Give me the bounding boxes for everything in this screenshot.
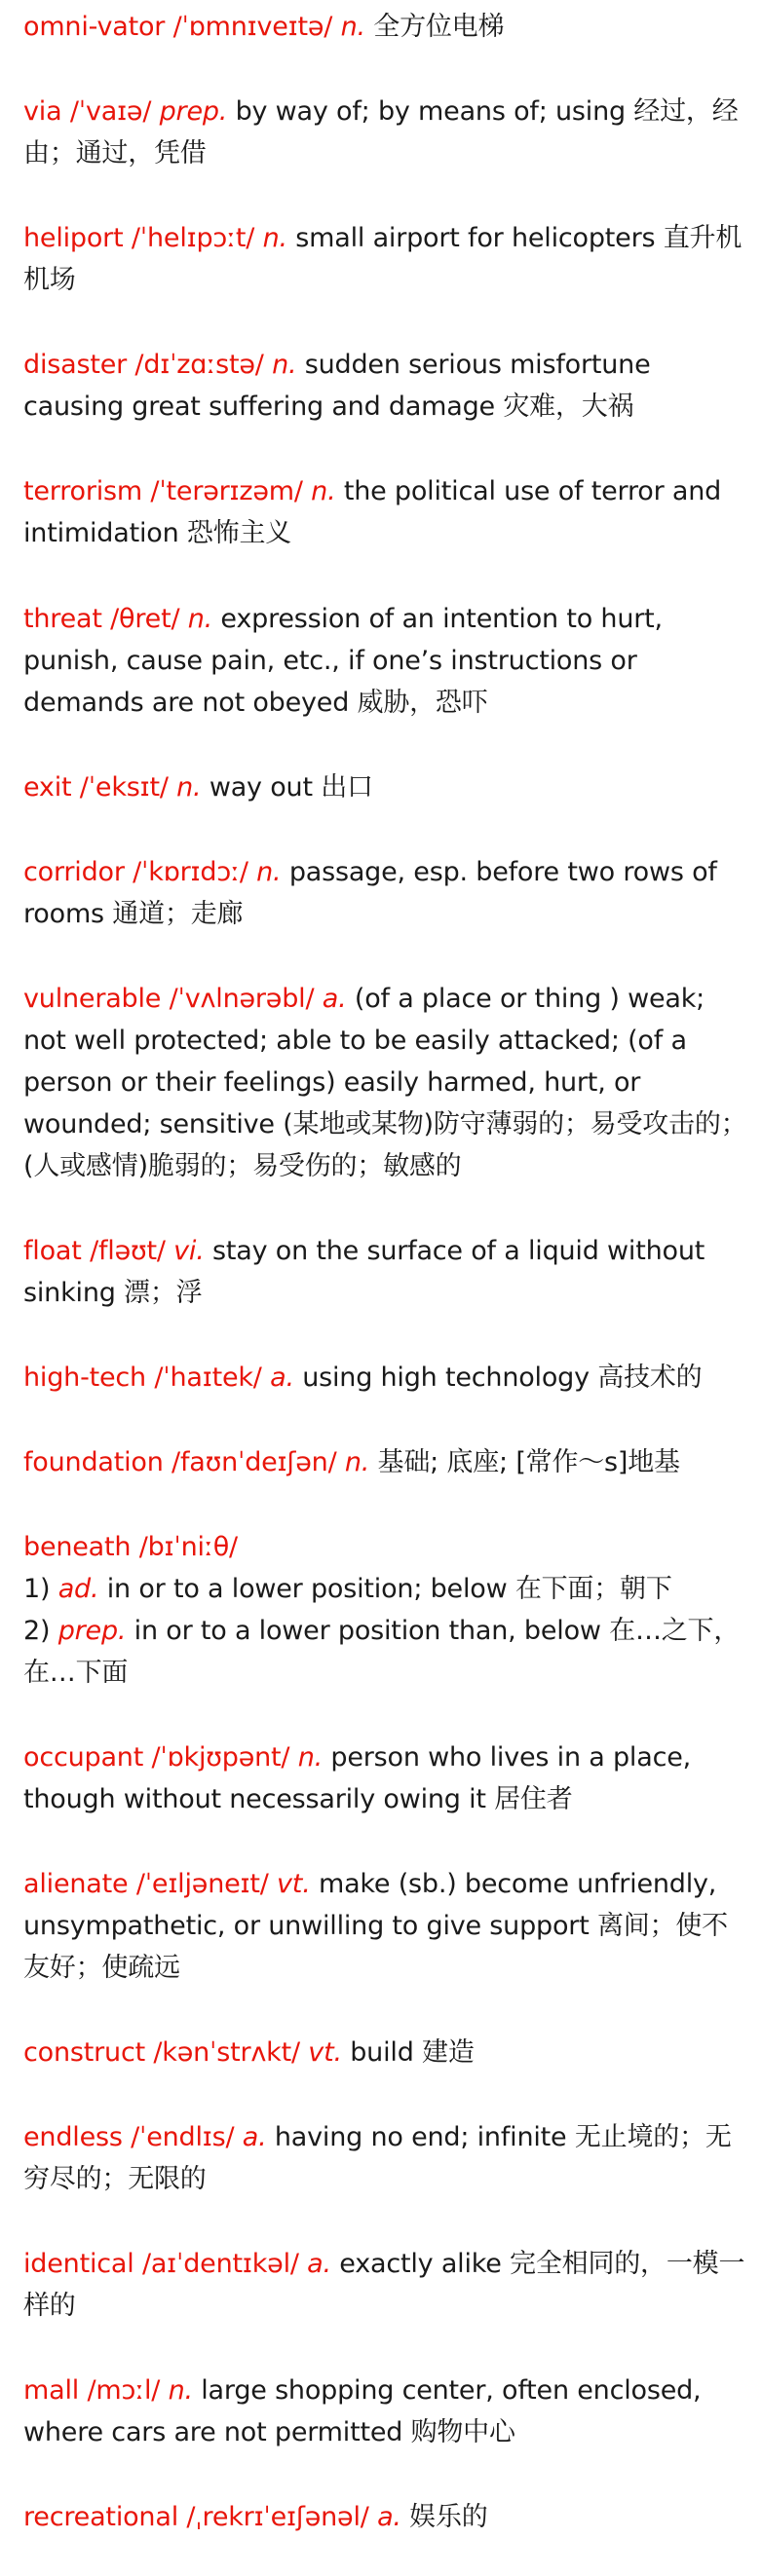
headword: exit [23,772,72,803]
headword: occupant [23,1742,144,1773]
headword: corridor [23,857,125,887]
headword: omni-vator [23,12,166,42]
definition: using high technology 高技术的 [293,1363,703,1393]
sense-number: 2) [23,1616,58,1646]
part-of-speech: n. [168,2375,193,2406]
pronunciation: /faʊnˈdeɪʃən/ [171,1447,337,1477]
part-of-speech: a. [270,1363,294,1393]
pronunciation: /mɔːl/ [87,2375,161,2406]
definition: small airport for helicopters 直升机机场 [23,223,743,295]
pronunciation: /ˈvʌlnərəbl/ [169,984,315,1014]
part-of-speech: a. [322,984,347,1014]
headword: construct [23,2037,145,2068]
entry-mall [23,2370,750,2453]
headword: disaster [23,350,128,380]
headword: heliport [23,223,124,253]
pronunciation: /ˈeɪljəneɪt/ [135,1869,269,1899]
definition: exactly alike 完全相同的，一模一样的 [23,2249,745,2321]
definition: build 建造 [341,2037,475,2068]
definition: 娱乐的 [400,2502,488,2532]
part-of-speech: prep. [57,1616,127,1646]
headword: recreational [23,2502,178,2532]
part-of-speech: n. [256,857,282,887]
entry-exit [23,766,750,808]
entry-occupant [23,1736,750,1820]
part-of-speech: a. [242,2122,267,2152]
entry-foundation [23,1441,750,1483]
definition: in or to a lower position than, below 在…之下，在…下面 [23,1616,741,1688]
pronunciation: /dɪˈzɑːstə/ [134,350,264,380]
pronunciation: /ˈterərɪzəm/ [150,476,303,506]
pronunciation: /ˈendlɪs/ [131,2122,235,2152]
pronunciation: /ˈkɒrɪdɔː/ [133,857,248,887]
headword: high-tech [23,1363,146,1393]
entry-disaster [23,344,750,428]
headword: identical [23,2249,134,2279]
definition: in or to a lower position; below 在下面；朝下 [98,1574,672,1604]
definition: person who lives in a place, though without necessarily owing it 居住者 [23,1742,692,1814]
definition: passage, esp. before two rows of rooms 通道；走廊 [23,857,717,929]
pronunciation: /ˈeksɪt/ [79,772,169,803]
part-of-speech: n. [272,350,297,380]
pronunciation: /θret/ [110,604,180,634]
definition: stay on the surface of a liquid without sinking 漂；浮 [23,1236,705,1308]
entry-identical [23,2243,750,2327]
definition: make (sb.) become unfriendly, unsympathetic, or unwilling to give support 离间；使不友好；使疏远 [23,1869,728,1983]
pronunciation: /ˈhelɪpɔːt/ [131,223,255,253]
entry-corridor [23,851,750,935]
definition: large shopping center, often enclosed, where cars are not permitted 购物中心 [23,2375,702,2447]
pronunciation: /ˈɒmnɪveɪtə/ [172,12,333,42]
pronunciation: /ˈɒkjʊpənt/ [151,1742,290,1773]
pronunciation: /kənˈstrʌkt/ [153,2037,300,2068]
headword: foundation [23,1447,164,1477]
part-of-speech: n. [311,476,336,506]
entry-heliport [23,217,750,301]
definition: sudden serious misfortune causing great suffering and damage 灾难，大祸 [23,350,651,422]
headword: beneath [23,1532,132,1562]
definition: 全方位电梯 [364,12,505,42]
headword: vulnerable [23,984,162,1014]
definition: 基础; 底座; [常作～s]地基 [369,1447,680,1477]
entry-terrorism [23,470,750,554]
pronunciation: /aɪˈdentɪkəl/ [141,2249,299,2279]
part-of-speech: n. [262,223,287,253]
sense-1 [23,1568,750,1610]
sense-number: 1) [23,1574,58,1604]
pronunciation: /fləʊt/ [90,1236,166,1266]
part-of-speech: a. [307,2249,331,2279]
pronunciation: /bɪˈniːθ/ [138,1532,238,1562]
entry-endless [23,2116,750,2200]
part-of-speech: n. [176,772,202,803]
part-of-speech: n. [340,12,365,42]
definition: (of a place or thing ) weak; not well protected; able to be easily attacked; (of a person or their feelings) easily harmed, hurt, or wounded; sensitive (某地或某物)防守薄弱的；易受攻击的；(人或感情)脆弱的；易受伤的；敏感的 [23,984,747,1181]
entry-omni-vator [23,6,750,48]
entry-high-tech [23,1357,750,1399]
part-of-speech: vi. [173,1236,205,1266]
headword: terrorism [23,476,143,506]
entry-float [23,1230,750,1314]
entry-alienate [23,1863,750,1989]
definition: having no end; infinite 无止境的；无穷尽的；无限的 [23,2122,732,2194]
sense-2 [23,1610,750,1694]
entry-threat [23,598,750,724]
definition: expression of an intention to hurt, punish, cause pain, etc., if one’s instructions or demands are not obeyed 威胁，恐吓 [23,604,663,718]
headword: mall [23,2375,80,2406]
definition: way out 出口 [201,772,373,803]
entry-recreational [23,2496,750,2538]
entry-construct [23,2032,750,2073]
headword: alienate [23,1869,129,1899]
pronunciation: /ˈhaɪtek/ [154,1363,262,1393]
part-of-speech: a. [377,2502,401,2532]
entry-vulnerable [23,978,750,1187]
headword: endless [23,2122,123,2152]
part-of-speech: vt. [277,1869,311,1899]
headword: threat [23,604,102,634]
part-of-speech: ad. [57,1574,99,1604]
part-of-speech: vt. [308,2037,342,2068]
pronunciation: /ˈvaɪə/ [69,96,152,127]
headword: float [23,1236,82,1266]
definition: the political use of terror and intimidation 恐怖主义 [23,476,722,548]
part-of-speech: n. [297,1742,324,1773]
headword: via [23,96,62,127]
entry-via [23,91,750,174]
part-of-speech: prep. [159,96,228,127]
part-of-speech: n. [344,1447,370,1477]
definition: by way of; by means of; using 经过，经由；通过，凭借 [23,96,739,168]
pronunciation: /ˌrekrɪˈeɪʃənəl/ [186,2502,369,2532]
part-of-speech: n. [187,604,213,634]
entry-beneath [23,1526,750,1694]
